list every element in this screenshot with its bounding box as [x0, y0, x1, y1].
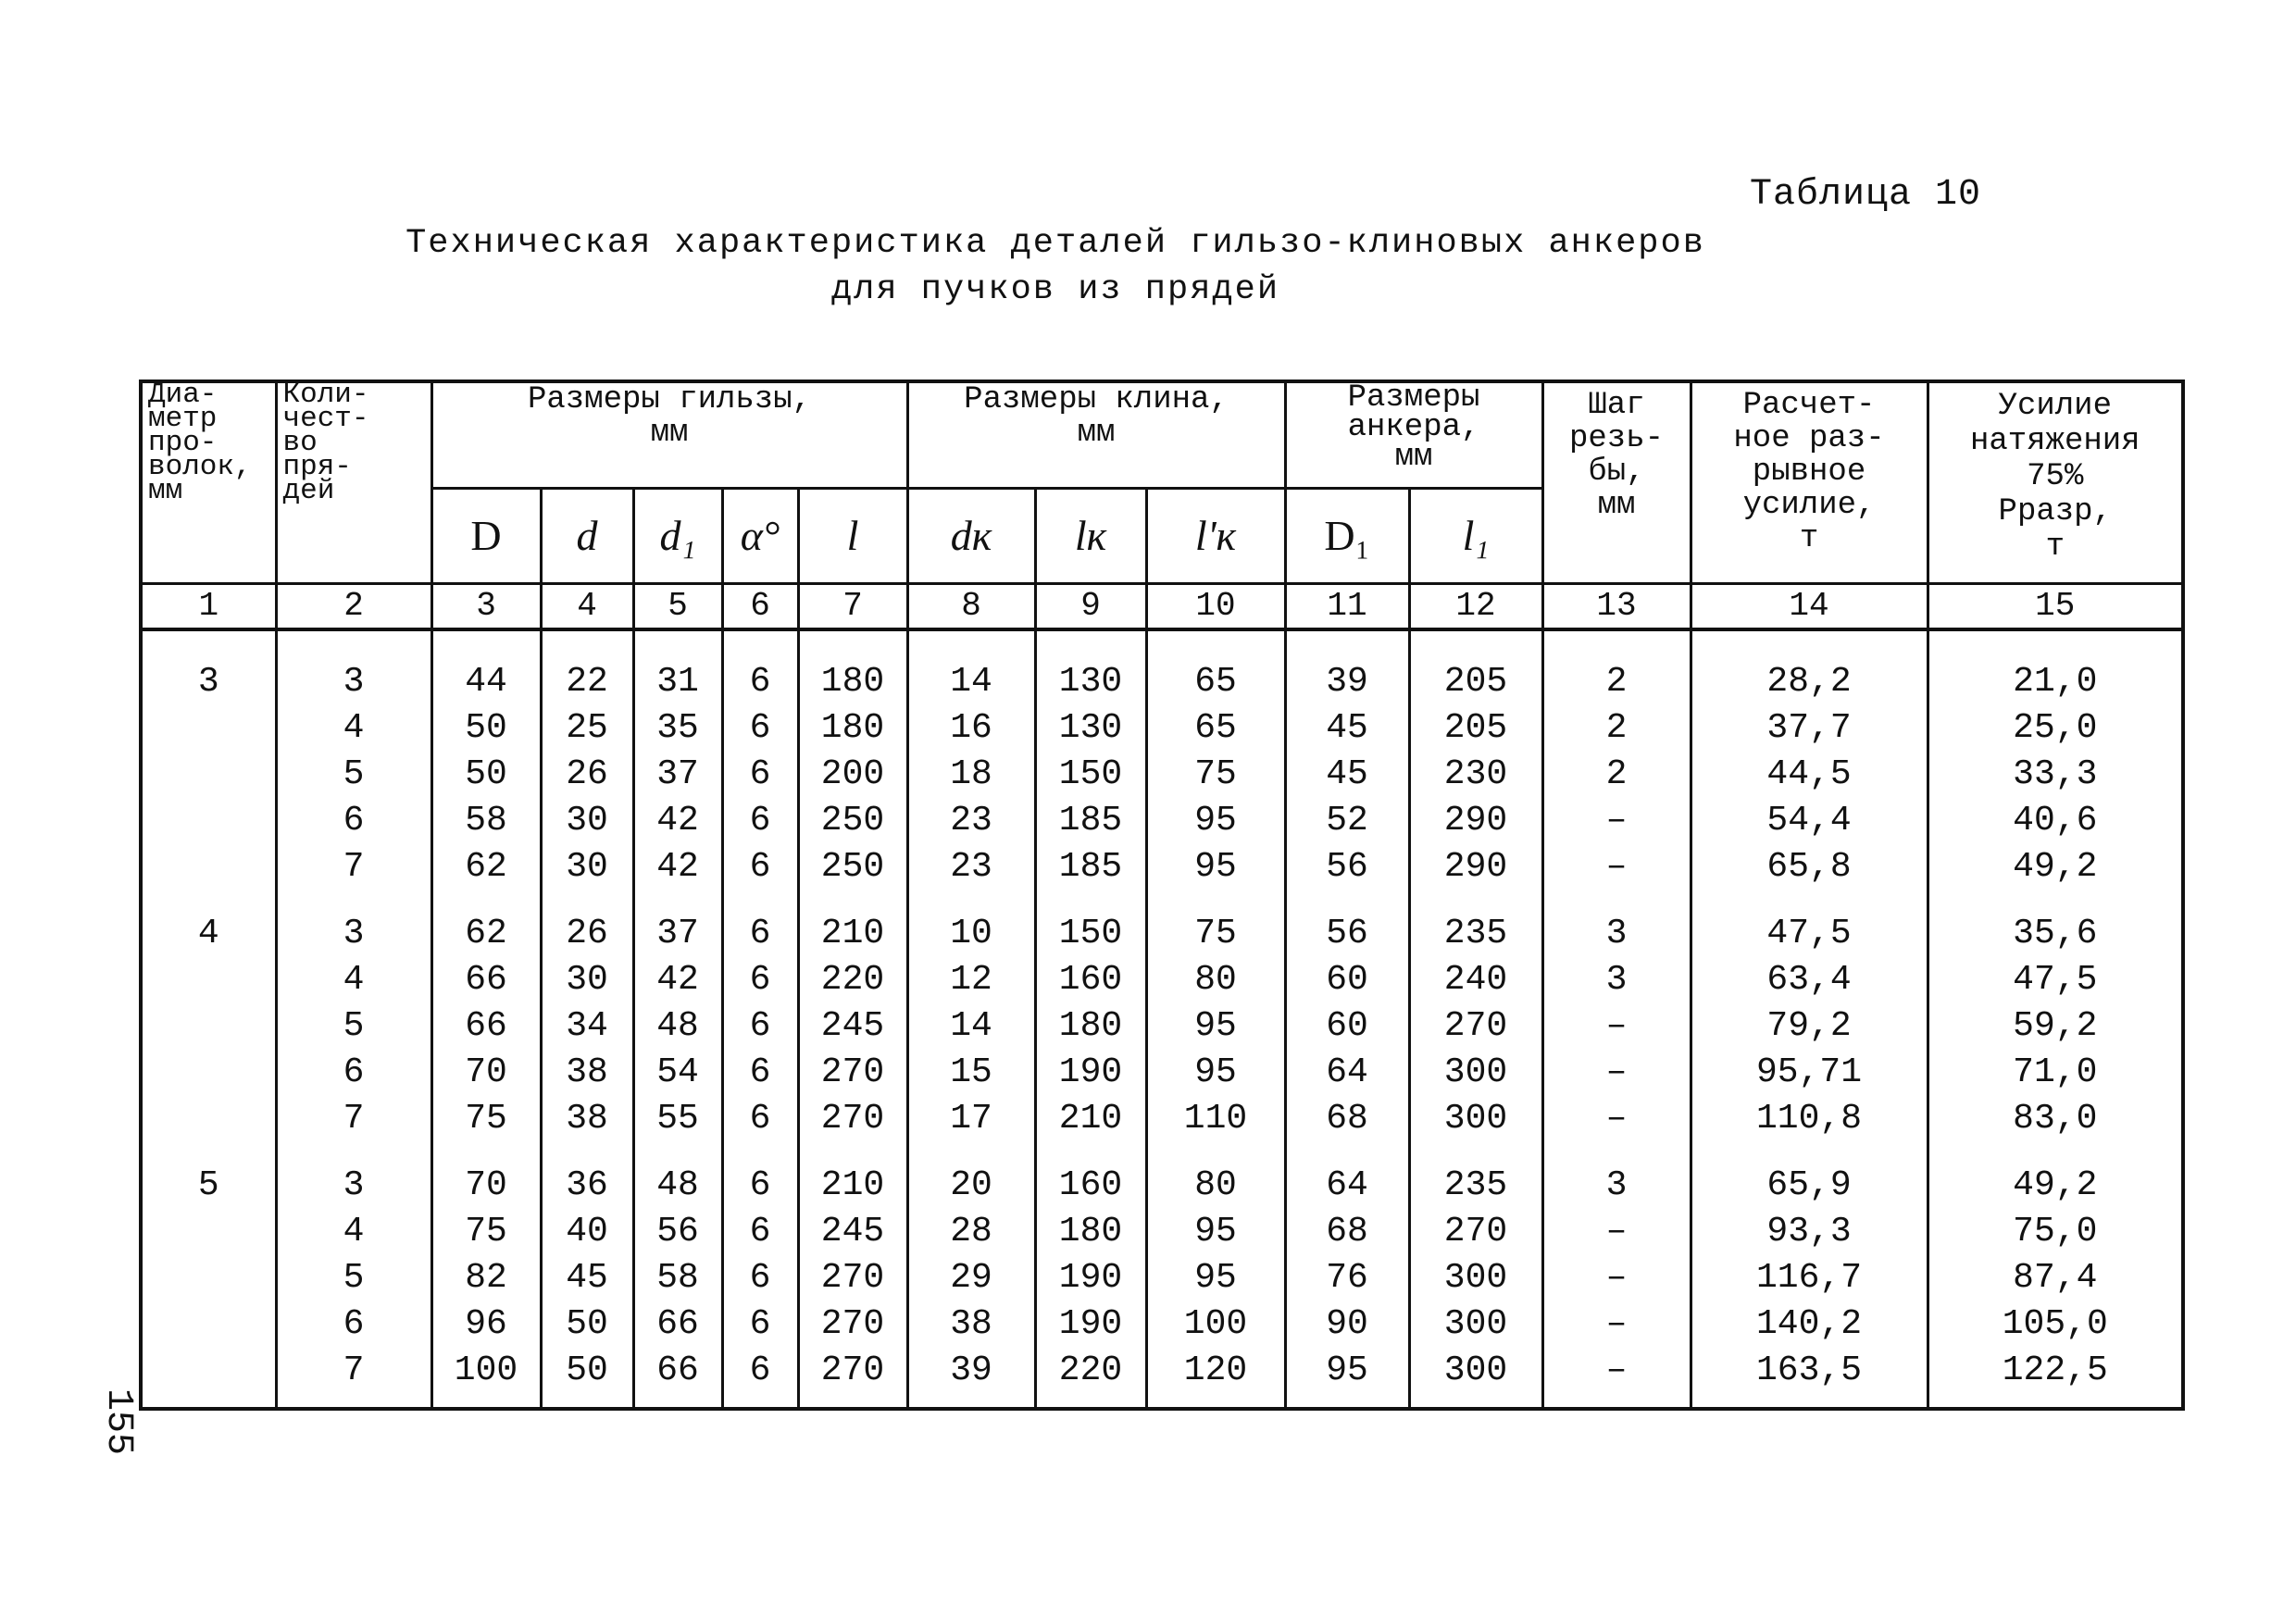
table-row — [141, 1301, 2183, 1348]
table-cell: 15 — [907, 1050, 1035, 1096]
table-cell: 95 — [1146, 1209, 1285, 1255]
table-cell: 26 — [541, 752, 633, 798]
table-cell: 42 — [633, 957, 722, 1003]
table-cell: 6 — [722, 844, 798, 890]
table-cell: 7 — [276, 844, 431, 890]
wire-diameter-cell — [141, 1050, 276, 1096]
table-row — [141, 844, 2183, 890]
table-cell: 6 — [722, 1209, 798, 1255]
table-cell: 4 — [276, 705, 431, 752]
table-cell: 230 — [1409, 752, 1542, 798]
table-cell: 23 — [907, 798, 1035, 844]
table-cell: 54,4 — [1691, 798, 1928, 844]
table-cell: 300 — [1409, 1255, 1542, 1301]
table-cell: 90 — [1285, 1301, 1409, 1348]
table-row — [141, 752, 2183, 798]
table-cell: 30 — [541, 844, 633, 890]
table-cell: 60 — [1285, 1003, 1409, 1050]
table-cell: 210 — [1035, 1096, 1146, 1142]
table-cell: 22 — [541, 659, 633, 705]
table-cell: 66 — [431, 1003, 541, 1050]
symbol-wedge-diameter: dк — [907, 489, 1035, 584]
table-cell: 75,0 — [1928, 1209, 2183, 1255]
table-cell: 45 — [1285, 752, 1409, 798]
table-cell: – — [1542, 1003, 1691, 1050]
table-cell: 14 — [907, 1003, 1035, 1050]
table-cell: 80 — [1146, 957, 1285, 1003]
table-cell: 95 — [1285, 1348, 1409, 1394]
table-cell: 28,2 — [1691, 659, 1928, 705]
table-cell: 45 — [541, 1255, 633, 1301]
table-cell: – — [1542, 1255, 1691, 1301]
table-cell: 6 — [276, 1050, 431, 1096]
table-cell: 140,2 — [1691, 1301, 1928, 1348]
table-cell: 160 — [1035, 957, 1146, 1003]
column-number: 1 — [141, 584, 276, 630]
table-cell: 23 — [907, 844, 1035, 890]
table-cell: 185 — [1035, 844, 1146, 890]
symbol-anchor-length: l₁ — [1409, 489, 1542, 584]
table-cell: 95 — [1146, 1050, 1285, 1096]
table-cell: 75 — [1146, 890, 1285, 957]
symbol-wedge-length-prime: l'к — [1146, 489, 1285, 584]
table-cell: 75 — [431, 1209, 541, 1255]
table-cell: 63,4 — [1691, 957, 1928, 1003]
table-cell: 16 — [907, 705, 1035, 752]
table-cell: 190 — [1035, 1255, 1146, 1301]
table-cell: 82 — [431, 1255, 541, 1301]
table-cell: 7 — [276, 1348, 431, 1394]
table-cell: 220 — [1035, 1348, 1146, 1394]
column-number: 5 — [633, 584, 722, 630]
table-cell: 18 — [907, 752, 1035, 798]
header-thread-pitch: Шаг резь- бы, мм — [1542, 381, 1691, 584]
table-cell: 48 — [633, 1142, 722, 1209]
table-cell: 5 — [276, 752, 431, 798]
table-cell: – — [1542, 1301, 1691, 1348]
table-cell: 4 — [276, 957, 431, 1003]
table-cell: 300 — [1409, 1050, 1542, 1096]
table-cell: 66 — [633, 1348, 722, 1394]
column-number: 13 — [1542, 584, 1691, 630]
column-number: 12 — [1409, 584, 1542, 630]
table-row — [141, 890, 2183, 957]
table-cell: 39 — [1285, 659, 1409, 705]
table-cell: 130 — [1035, 705, 1146, 752]
table-row — [141, 705, 2183, 752]
header-strand-count: Коли- чест- во пря- дей — [276, 381, 431, 584]
table-cell: 65 — [1146, 705, 1285, 752]
column-number: 7 — [798, 584, 907, 630]
symbol-sleeve-inner-diameter: d — [541, 489, 633, 584]
table-cell: – — [1542, 844, 1691, 890]
table-cell: 64 — [1285, 1050, 1409, 1096]
anchor-spec-table — [139, 380, 2185, 1411]
table-cell: 270 — [798, 1096, 907, 1142]
table-cell: 95 — [1146, 844, 1285, 890]
table-cell: 40,6 — [1928, 798, 2183, 844]
symbol-wedge-length: lк — [1035, 489, 1146, 584]
table-row — [141, 659, 2183, 705]
table-cell: 220 — [798, 957, 907, 1003]
wire-diameter-cell — [141, 1301, 276, 1348]
table-cell: 17 — [907, 1096, 1035, 1142]
table-cell: 44 — [431, 659, 541, 705]
column-number: 14 — [1691, 584, 1928, 630]
table-cell: 42 — [633, 798, 722, 844]
table-cell: 48 — [633, 1003, 722, 1050]
table-cell: 47,5 — [1928, 957, 2183, 1003]
table-cell: 35 — [633, 705, 722, 752]
table-cell: 250 — [798, 844, 907, 890]
table-cell: 235 — [1409, 1142, 1542, 1209]
table-cell: 3 — [1542, 957, 1691, 1003]
table-cell: 49,2 — [1928, 844, 2183, 890]
table-cell: 55 — [633, 1096, 722, 1142]
table-label: Таблица 10 — [1750, 174, 1982, 216]
table-cell: 25 — [541, 705, 633, 752]
symbol-anchor-diameter: D₁ — [1285, 489, 1409, 584]
table-cell: 300 — [1409, 1096, 1542, 1142]
table-cell: 71,0 — [1928, 1050, 2183, 1096]
table-row — [141, 1050, 2183, 1096]
wire-diameter-cell — [141, 1348, 276, 1394]
table-cell: 3 — [1542, 890, 1691, 957]
table-cell: 56 — [633, 1209, 722, 1255]
table-cell: 37 — [633, 752, 722, 798]
table-cell: 3 — [276, 1142, 431, 1209]
table-cell: 270 — [1409, 1209, 1542, 1255]
table-cell: 20 — [907, 1142, 1035, 1209]
table-cell: 95 — [1146, 1003, 1285, 1050]
table-cell: 190 — [1035, 1301, 1146, 1348]
wire-diameter-cell — [141, 1096, 276, 1142]
table-cell: 37,7 — [1691, 705, 1928, 752]
table-cell: 4 — [276, 1209, 431, 1255]
header-wire-diameter: Диа- метр про- волок, мм — [141, 381, 276, 584]
wire-diameter-cell — [141, 957, 276, 1003]
table-cell: 65,9 — [1691, 1142, 1928, 1209]
table-cell: 180 — [1035, 1209, 1146, 1255]
table-cell: 150 — [1035, 890, 1146, 957]
table-cell: 300 — [1409, 1301, 1542, 1348]
table-cell: 65,8 — [1691, 844, 1928, 890]
table-cell: 42 — [633, 844, 722, 890]
column-number: 2 — [276, 584, 431, 630]
table-cell: 80 — [1146, 1142, 1285, 1209]
table-cell: 30 — [541, 798, 633, 844]
table-row — [141, 798, 2183, 844]
table-cell: 29 — [907, 1255, 1035, 1301]
table-cell: 87,4 — [1928, 1255, 2183, 1301]
table-cell: 130 — [1035, 659, 1146, 705]
table-cell: 95 — [1146, 1255, 1285, 1301]
table-row — [141, 1255, 2183, 1301]
table-cell: 2 — [1542, 705, 1691, 752]
table-cell: 6 — [722, 1096, 798, 1142]
table-cell: 50 — [431, 752, 541, 798]
header-anchor-dimensions: Размеры анкера, мм — [1285, 381, 1542, 489]
table-cell: 40 — [541, 1209, 633, 1255]
column-number: 4 — [541, 584, 633, 630]
table-cell: 75 — [1146, 752, 1285, 798]
table-cell: 6 — [722, 1348, 798, 1394]
table-cell: 6 — [722, 957, 798, 1003]
table-cell: 150 — [1035, 752, 1146, 798]
table-cell: 14 — [907, 659, 1035, 705]
table-cell: 110 — [1146, 1096, 1285, 1142]
table-cell: 160 — [1035, 1142, 1146, 1209]
wire-diameter-cell: 4 — [141, 890, 276, 957]
table-cell: 190 — [1035, 1050, 1146, 1096]
table-cell: 180 — [798, 705, 907, 752]
table-cell: 250 — [798, 798, 907, 844]
table-cell: 6 — [722, 1142, 798, 1209]
table-cell: 6 — [722, 1301, 798, 1348]
wire-diameter-cell: 5 — [141, 1142, 276, 1209]
table-cell: 245 — [798, 1209, 907, 1255]
table-cell: 245 — [798, 1003, 907, 1050]
table-cell: 68 — [1285, 1209, 1409, 1255]
table-cell: 270 — [798, 1348, 907, 1394]
table-cell: 10 — [907, 890, 1035, 957]
table-title-line-2: для пучков из прядей — [830, 270, 1280, 309]
table-cell: 6 — [276, 1301, 431, 1348]
table-cell: 6 — [722, 705, 798, 752]
table-cell: 95 — [1146, 798, 1285, 844]
table-cell: 3 — [1542, 1142, 1691, 1209]
table-cell: 2 — [1542, 659, 1691, 705]
table-cell: 35,6 — [1928, 890, 2183, 957]
header-sleeve-dimensions: Размеры гильзы, мм — [431, 381, 907, 489]
table-cell: 290 — [1409, 798, 1542, 844]
wire-diameter-cell — [141, 1003, 276, 1050]
table-row — [141, 1209, 2183, 1255]
table-title-line-1: Техническая характеристика деталей гильзо-клиновых анкеров — [406, 224, 1705, 263]
table-cell: 3 — [276, 890, 431, 957]
table-cell: 60 — [1285, 957, 1409, 1003]
column-number: 10 — [1146, 584, 1285, 630]
header-breaking-force: Расчет- ное раз- рывное усилие, т — [1691, 381, 1928, 584]
table-cell: 185 — [1035, 798, 1146, 844]
table-cell: 64 — [1285, 1142, 1409, 1209]
table-cell: 66 — [633, 1301, 722, 1348]
wire-diameter-cell — [141, 705, 276, 752]
wire-diameter-cell — [141, 752, 276, 798]
table-cell: – — [1542, 798, 1691, 844]
wire-diameter-cell — [141, 1209, 276, 1255]
table-cell: 37 — [633, 890, 722, 957]
wire-diameter-cell — [141, 1255, 276, 1301]
table-cell: 76 — [1285, 1255, 1409, 1301]
wire-diameter-cell: 3 — [141, 659, 276, 705]
header-tension-force: Усилие натяжения 75% Рразр, т — [1928, 381, 2183, 584]
table-cell: 270 — [798, 1050, 907, 1096]
table-cell: 6 — [722, 1255, 798, 1301]
table-cell: 47,5 — [1691, 890, 1928, 957]
table-cell: 83,0 — [1928, 1096, 2183, 1142]
table-cell: 300 — [1409, 1348, 1542, 1394]
table-cell: 163,5 — [1691, 1348, 1928, 1394]
table-cell: 205 — [1409, 659, 1542, 705]
column-number: 8 — [907, 584, 1035, 630]
header-wedge-dimensions: Размеры клина, мм — [907, 381, 1285, 489]
table-cell: – — [1542, 1348, 1691, 1394]
table-cell: 62 — [431, 890, 541, 957]
table-cell: 270 — [798, 1301, 907, 1348]
table-cell: 38 — [541, 1096, 633, 1142]
table-cell: 59,2 — [1928, 1003, 2183, 1050]
table-cell: 38 — [541, 1050, 633, 1096]
table-cell: 66 — [431, 957, 541, 1003]
table-cell: – — [1542, 1050, 1691, 1096]
table-cell: 54 — [633, 1050, 722, 1096]
table-cell: 95,71 — [1691, 1050, 1928, 1096]
table-row — [141, 1096, 2183, 1142]
table-cell: 6 — [276, 798, 431, 844]
column-number: 9 — [1035, 584, 1146, 630]
table-cell: 210 — [798, 890, 907, 957]
column-number: 11 — [1285, 584, 1409, 630]
table-cell: 2 — [1542, 752, 1691, 798]
table-cell: 38 — [907, 1301, 1035, 1348]
table-cell: 210 — [798, 1142, 907, 1209]
table-cell: 6 — [722, 1050, 798, 1096]
table-cell: 110,8 — [1691, 1096, 1928, 1142]
table-cell: 25,0 — [1928, 705, 2183, 752]
table-cell: 180 — [798, 659, 907, 705]
table-cell: 70 — [431, 1050, 541, 1096]
table-cell: 6 — [722, 752, 798, 798]
table-cell: 58 — [633, 1255, 722, 1301]
table-cell: 50 — [431, 705, 541, 752]
table-row — [141, 1348, 2183, 1394]
column-number: 15 — [1928, 584, 2183, 630]
table-cell: 33,3 — [1928, 752, 2183, 798]
table-cell: 200 — [798, 752, 907, 798]
table-cell: 205 — [1409, 705, 1542, 752]
table-row — [141, 957, 2183, 1003]
table-cell: 45 — [1285, 705, 1409, 752]
symbol-sleeve-length: l — [798, 489, 907, 584]
table-cell: 6 — [722, 798, 798, 844]
table-cell: 58 — [431, 798, 541, 844]
symbol-sleeve-cone-diameter: d₁ — [633, 489, 722, 584]
table-cell: 62 — [431, 844, 541, 890]
table-cell: 96 — [431, 1301, 541, 1348]
table-cell: 290 — [1409, 844, 1542, 890]
table-cell: 235 — [1409, 890, 1542, 957]
table-cell: 39 — [907, 1348, 1035, 1394]
symbol-sleeve-outer-diameter: D — [431, 489, 541, 584]
table-cell: 21,0 — [1928, 659, 2183, 705]
table-cell: 50 — [541, 1348, 633, 1394]
table-cell: 120 — [1146, 1348, 1285, 1394]
table-cell: 68 — [1285, 1096, 1409, 1142]
symbol-cone-angle: α° — [722, 489, 798, 584]
table-row — [141, 1003, 2183, 1050]
table-cell: 122,5 — [1928, 1348, 2183, 1394]
table-cell: 44,5 — [1691, 752, 1928, 798]
table-cell: 79,2 — [1691, 1003, 1928, 1050]
table-cell: 30 — [541, 957, 633, 1003]
table-cell: 240 — [1409, 957, 1542, 1003]
table-cell: 93,3 — [1691, 1209, 1928, 1255]
table-cell: 5 — [276, 1255, 431, 1301]
table-cell: 26 — [541, 890, 633, 957]
table-cell: 180 — [1035, 1003, 1146, 1050]
table-cell: – — [1542, 1096, 1691, 1142]
column-number: 6 — [722, 584, 798, 630]
table-cell: – — [1542, 1209, 1691, 1255]
table-cell: 100 — [1146, 1301, 1285, 1348]
table-cell: 116,7 — [1691, 1255, 1928, 1301]
table-cell: 105,0 — [1928, 1301, 2183, 1348]
table-cell: 12 — [907, 957, 1035, 1003]
table-cell: 7 — [276, 1096, 431, 1142]
table-cell: 6 — [722, 890, 798, 957]
table-cell: 70 — [431, 1142, 541, 1209]
column-number: 3 — [431, 584, 541, 630]
table-cell: 49,2 — [1928, 1142, 2183, 1209]
wire-diameter-cell — [141, 798, 276, 844]
table-cell: 31 — [633, 659, 722, 705]
table-cell: 52 — [1285, 798, 1409, 844]
table-cell: 50 — [541, 1301, 633, 1348]
table-cell: 56 — [1285, 890, 1409, 957]
table-cell: 5 — [276, 1003, 431, 1050]
table-cell: 270 — [798, 1255, 907, 1301]
table-cell: 75 — [431, 1096, 541, 1142]
wire-diameter-cell — [141, 844, 276, 890]
table-cell: 100 — [431, 1348, 541, 1394]
page-number: 155 — [97, 1388, 139, 1456]
table-cell: 36 — [541, 1142, 633, 1209]
table-cell: 56 — [1285, 844, 1409, 890]
table-cell: 34 — [541, 1003, 633, 1050]
table-cell: 270 — [1409, 1003, 1542, 1050]
table-cell: 3 — [276, 659, 431, 705]
table-row — [141, 1142, 2183, 1209]
table-cell: 6 — [722, 659, 798, 705]
table-cell: 6 — [722, 1003, 798, 1050]
table-cell: 28 — [907, 1209, 1035, 1255]
table-cell: 65 — [1146, 659, 1285, 705]
